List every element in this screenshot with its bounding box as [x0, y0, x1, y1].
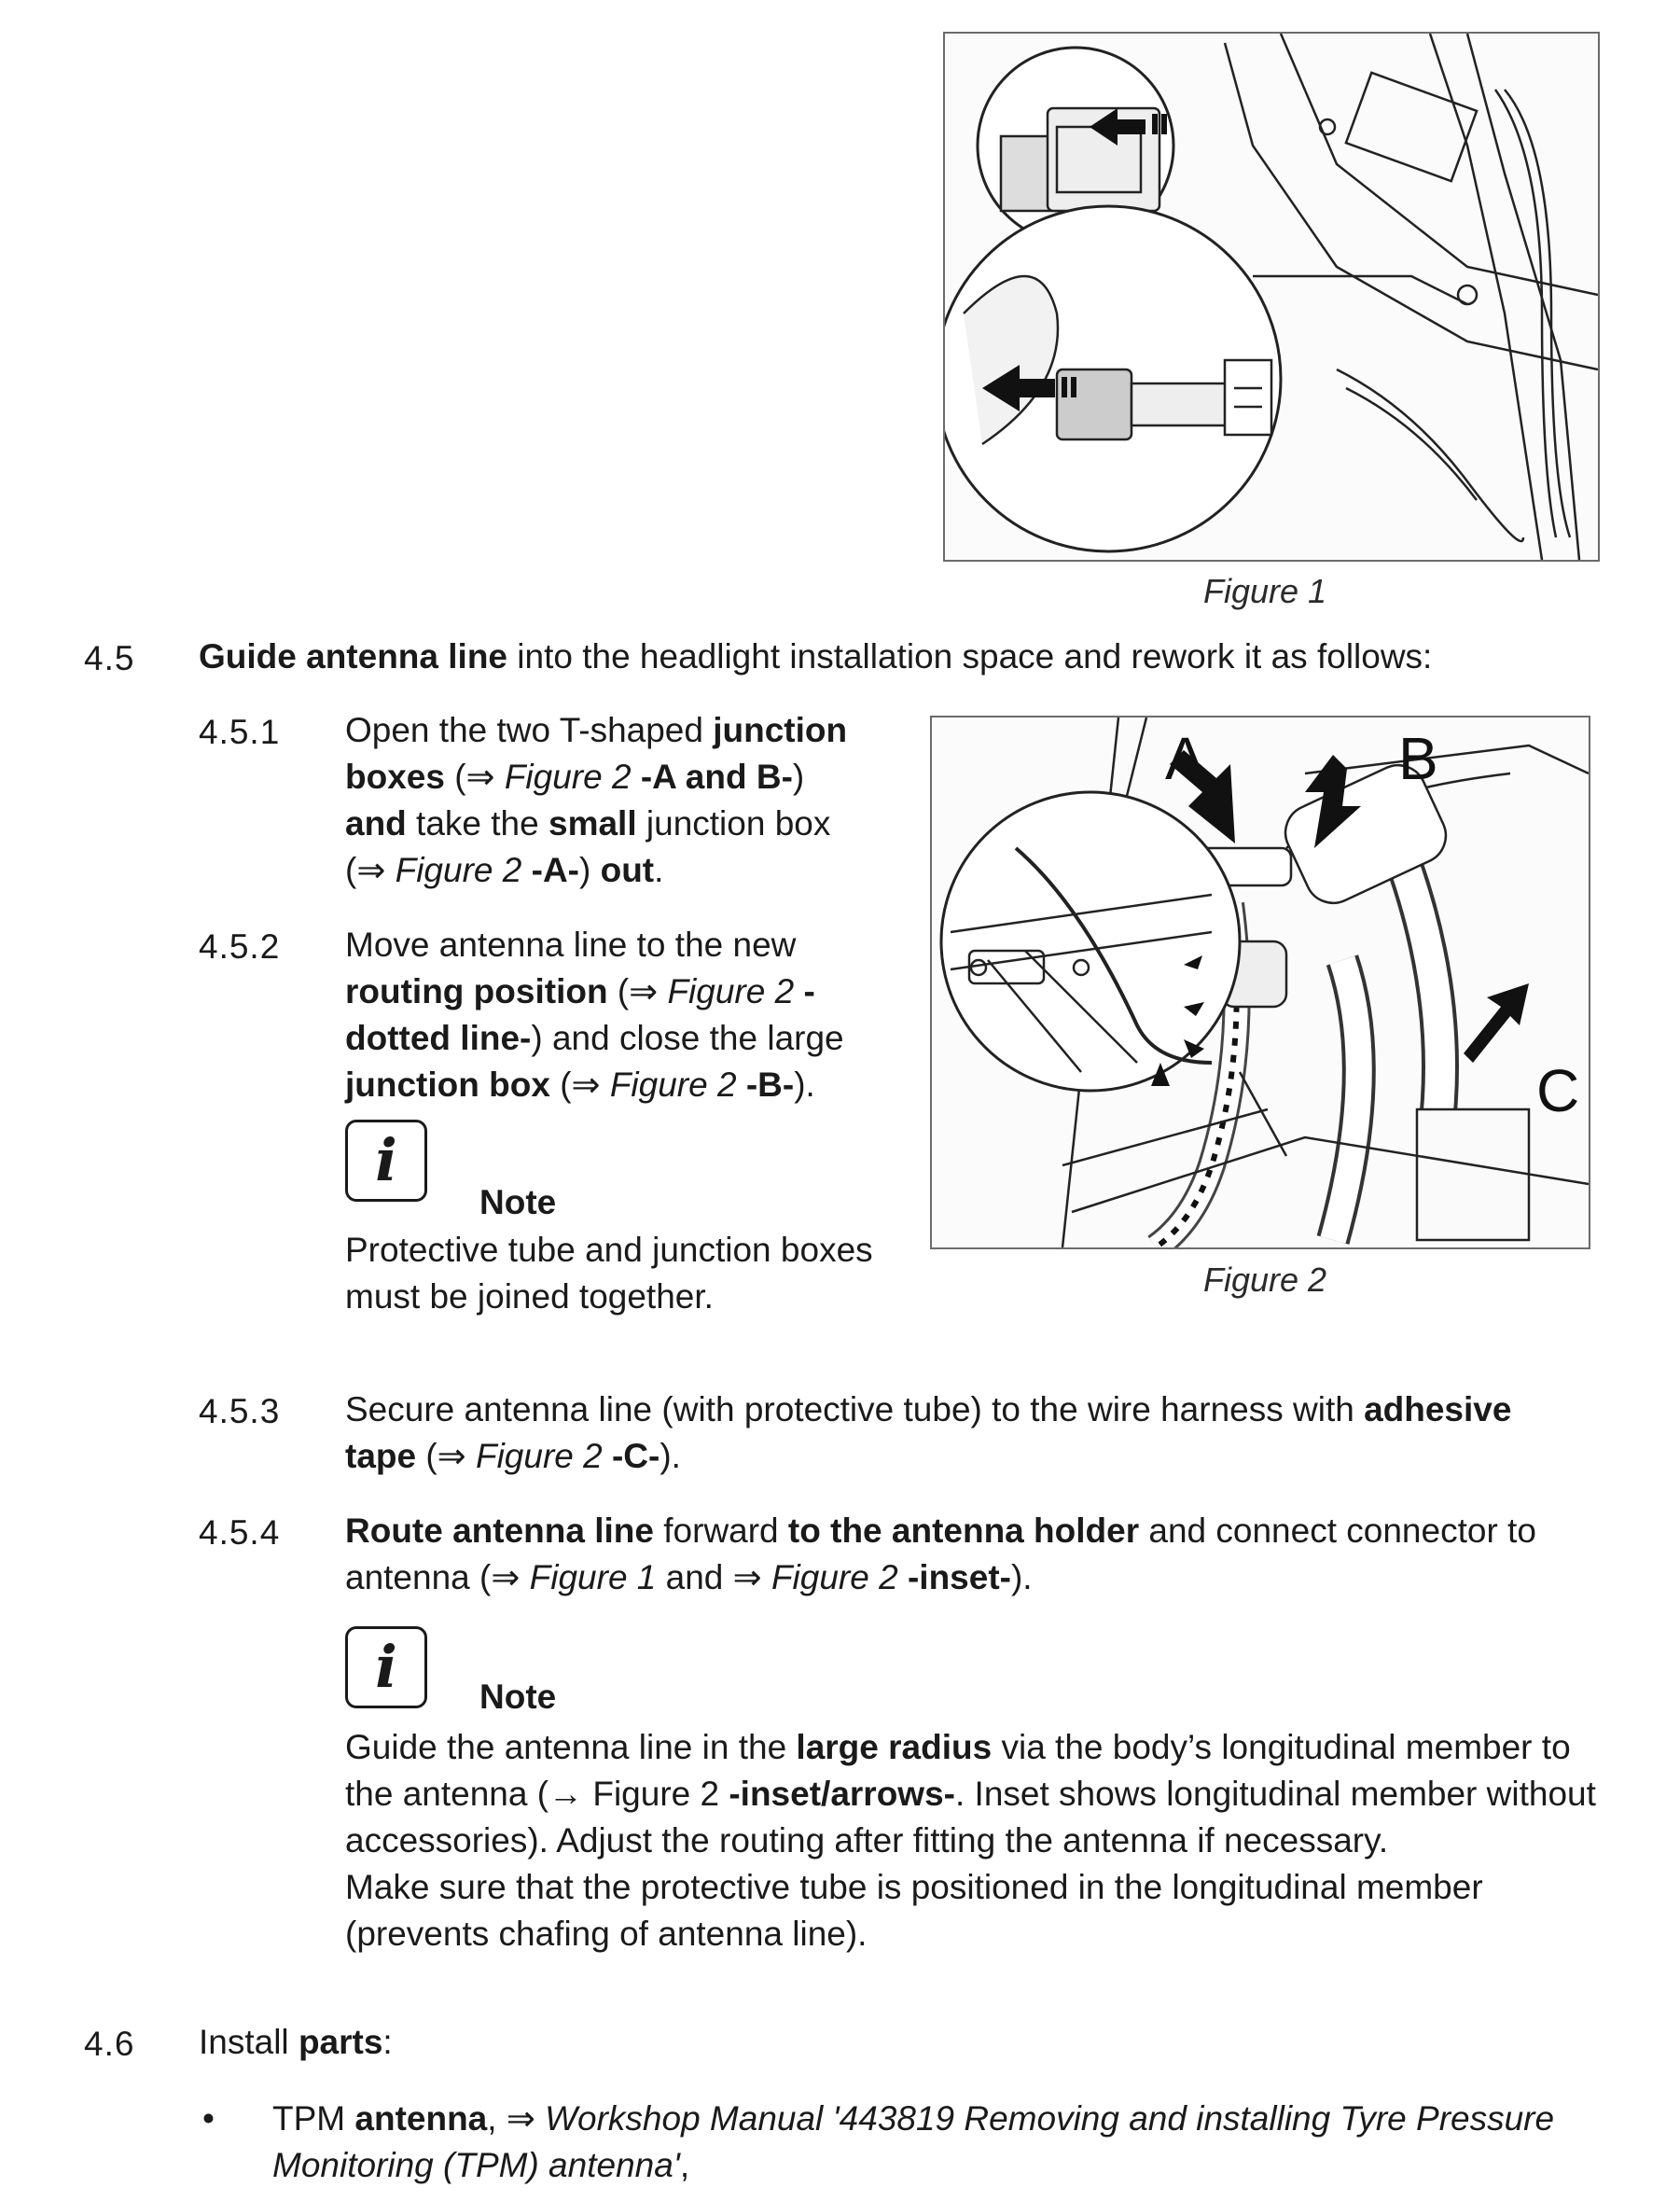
- figure-1-illustration: [945, 34, 1598, 560]
- info-icon: [345, 1120, 427, 1202]
- figure-2-ref[interactable]: Figure 2: [395, 851, 522, 889]
- note-2-t3: . Inset shows longitudinal member without accessories). Adjust the routing after fitting the antenna if necessary.: [345, 1775, 1596, 1860]
- step-4-5-4-b2: to the antenna holder: [787, 1511, 1140, 1550]
- step-4-5-rest: into the headlight installation space and rework it as follows:: [507, 637, 1433, 676]
- step-4-5-3-b2: -C-: [602, 1437, 660, 1475]
- step-number-4-5-1: 4.5.1: [199, 713, 281, 751]
- step-4-5-3-t1: Secure antenna line (with protective tube) to the wire harness with: [345, 1390, 1365, 1428]
- step-4-5-bold: Guide antenna line: [199, 637, 507, 676]
- step-number-4-5: 4.5: [84, 639, 135, 677]
- figure-2-caption: Figure 2: [1203, 1261, 1327, 1299]
- step-4-5-2-b2: -dotted line-: [345, 972, 815, 1057]
- figure-2-label-c: C: [1536, 1057, 1580, 1124]
- step-4-5-1-b1: junction boxes: [345, 711, 848, 796]
- figure-1: [943, 32, 1600, 562]
- step-4-5-1-t7: .: [654, 851, 664, 889]
- info-icon: [345, 1626, 427, 1708]
- step-4-5-1-t5: junction box (⇒: [345, 804, 831, 889]
- step-4-5-2-t5: ).: [794, 1066, 815, 1104]
- step-4-5-2-t1: Move antenna line to the new: [345, 926, 797, 964]
- bullet-1-t1: TPM: [272, 2099, 355, 2138]
- note-2-b2: -inset/arrows-: [729, 1775, 955, 1813]
- step-4-5-3-t3: ).: [660, 1437, 681, 1475]
- step-4-5-4-t4: ).: [1010, 1558, 1033, 1596]
- step-4-5-2-text: [345, 922, 896, 1108]
- step-4-5-2-t4: (⇒: [549, 1066, 610, 1104]
- step-4-5-1-b6: out: [600, 851, 655, 889]
- step-4-5-4-t2: and connect connector to antenna (⇒: [345, 1511, 1536, 1596]
- note-2-text: [345, 1724, 1600, 1957]
- figure-1-ref[interactable]: Figure 1: [529, 1558, 657, 1596]
- step-4-5-1-t1: Open the two T-shaped: [345, 711, 714, 749]
- step-4-6-t1: Install: [199, 2023, 299, 2061]
- step-4-5-1-b4: small: [548, 804, 637, 843]
- step-4-5-2-b4: -B-: [736, 1066, 795, 1104]
- step-4-5-4-t3: and ⇒: [656, 1558, 771, 1596]
- step-number-4-5-4: 4.5.4: [199, 1513, 281, 1552]
- step-4-5-1-t3: ): [792, 758, 805, 796]
- step-number-4-6: 4.6: [84, 2025, 135, 2063]
- figure-1-caption: Figure 1: [1203, 572, 1327, 610]
- step-4-6-t2: :: [382, 2023, 393, 2061]
- step-4-5-4-t1: forward: [653, 1511, 788, 1550]
- note-2-b1: large radius: [796, 1728, 993, 1766]
- step-4-5-2-t2: (⇒: [607, 972, 668, 1010]
- step-4-6-text: [199, 2019, 1505, 2066]
- step-4-5-2-b1: routing position: [345, 972, 608, 1010]
- step-4-5-1-t4: take the: [406, 804, 548, 843]
- figure-2-label-b: B: [1398, 725, 1438, 792]
- figure-2: [930, 716, 1590, 1249]
- step-4-5-2-t3: ) and close the large: [531, 1019, 844, 1057]
- figure-2-ref[interactable]: Figure 2: [667, 972, 795, 1010]
- workshop-manual-link[interactable]: ⇒ Workshop Manual '443819 Removing and installing Tyre Pressure Monitoring (TPM) antenna': [272, 2099, 1555, 2184]
- step-4-5-1-b2: -A and B-: [631, 758, 793, 796]
- step-4-5-3-b1: adhesive tape: [345, 1390, 1512, 1475]
- figure-2-ref[interactable]: Figure 2: [504, 758, 632, 796]
- step-4-5-3-text: [345, 1386, 1586, 1480]
- step-4-5-1-t2: (⇒: [444, 758, 505, 796]
- note-2-t2: via the body’s longitudinal member to the antenna (→ Figure 2: [345, 1728, 1571, 1813]
- step-4-5-text: [199, 634, 1617, 680]
- bullet-mark: •: [202, 2099, 215, 2138]
- step-4-6-b1: parts: [298, 2023, 383, 2061]
- step-4-5-4-text: [345, 1508, 1586, 1601]
- step-number-4-5-3: 4.5.3: [199, 1392, 281, 1430]
- step-4-5-1-text: [345, 707, 868, 894]
- step-4-5-4-b3: -inset-: [897, 1558, 1011, 1596]
- note-2-t1: Guide the antenna line in the: [345, 1728, 797, 1766]
- step-4-5-1-b5: -A-: [521, 851, 579, 889]
- step-4-5-3-t2: (⇒: [416, 1437, 476, 1475]
- figure-2-label-a: A: [1165, 725, 1205, 792]
- figure-2-ref[interactable]: Figure 2: [609, 1066, 737, 1104]
- figure-2-ref[interactable]: Figure 2: [475, 1437, 603, 1475]
- step-4-5-4-b1: Route antenna line: [345, 1511, 654, 1550]
- figure-2-illustration: [932, 717, 1589, 1247]
- step-4-5-2-b3: junction box: [345, 1066, 550, 1104]
- bullet-1-b1: antenna: [354, 2099, 488, 2138]
- bullet-1-t3: ,: [679, 2146, 690, 2184]
- step-4-5-1-b3: and: [345, 804, 407, 843]
- bullet-1-t2: ,: [487, 2099, 507, 2138]
- info-icon-glyph: i: [375, 1633, 397, 1701]
- note-1-heading: Note: [479, 1183, 557, 1221]
- note-2-line2: Make sure that the protective tube is positioned in the longitudinal member (prevents chafing of antenna line).: [345, 1868, 1483, 1953]
- note-1-text: Protective tube and junction boxes must be joined together.: [345, 1231, 873, 1316]
- step-4-5-1-t6: ): [579, 851, 601, 889]
- figure-2-ref[interactable]: Figure 2: [771, 1558, 898, 1596]
- bullet-1-text: [272, 2096, 1578, 2189]
- note-2-heading: Note: [479, 1678, 557, 1716]
- info-icon-glyph: i: [375, 1126, 397, 1194]
- step-number-4-5-2: 4.5.2: [199, 927, 281, 966]
